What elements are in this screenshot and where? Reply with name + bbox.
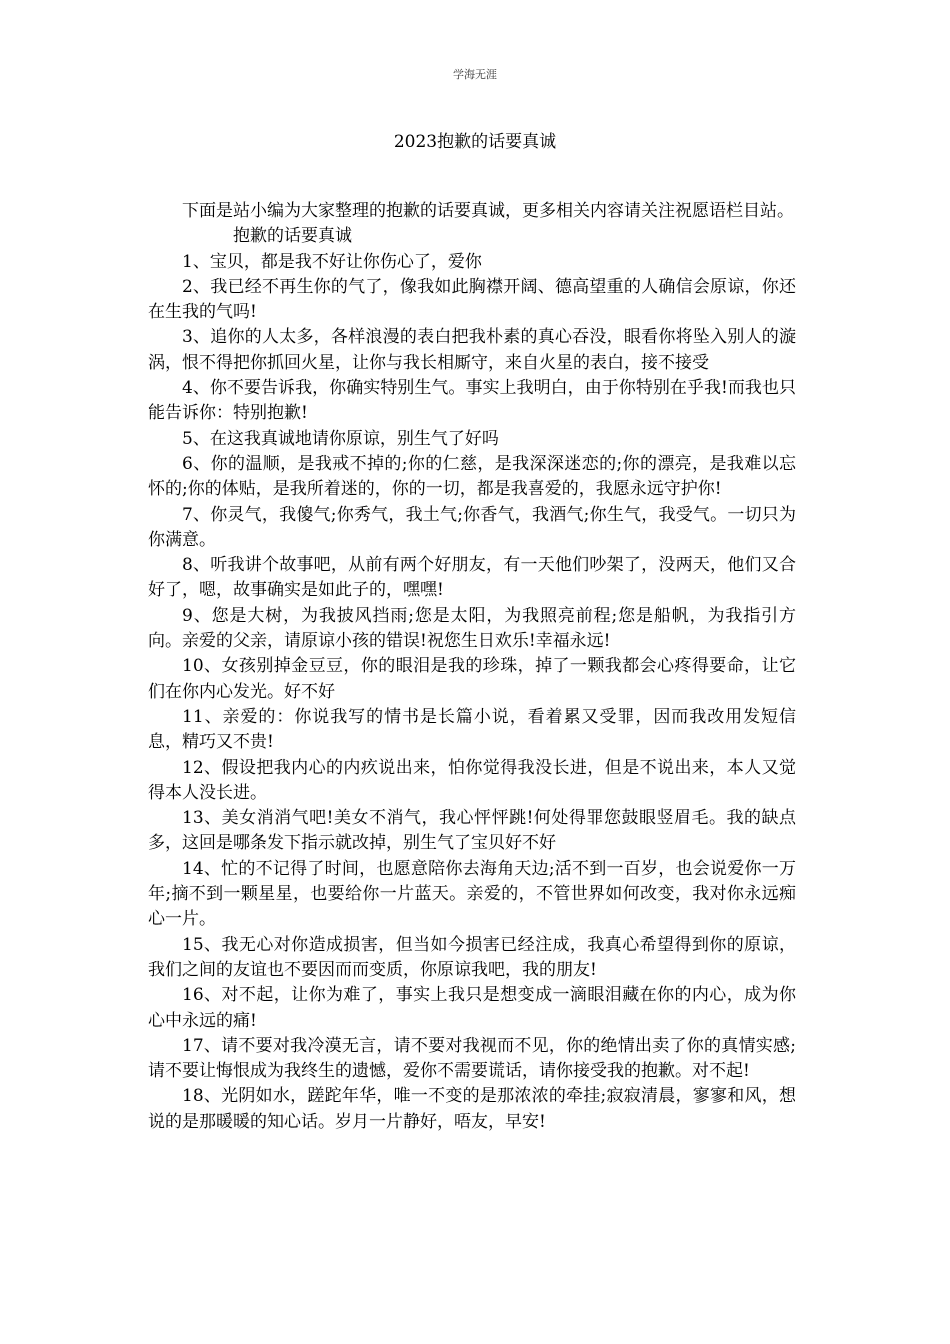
intro-paragraph: 下面是站小编为大家整理的抱歉的话要真诚，更多相关内容请关注祝愿语栏目站。 [182,201,794,221]
list-item: 2、我已经不再生你的气了，像我如此胸襟开阔、德高望重的人确信会原谅，你还在生我的气吗! [148,276,796,323]
list-item: 3、追你的人太多，各样浪漫的表白把我朴素的真心吞没，眼看你将坠入别人的漩涡，恨不得把你抓回火星，让你与我长相厮守，来自火星的表白，接不接受 [148,327,796,373]
list-item: 8、听我讲个故事吧，从前有两个好朋友，有一天他们吵架了，没两天，他们又合好了，嗯，故事确实是如此子的，嘿嘿! [148,555,796,601]
page-header-watermark: 学海无涯 [453,68,497,81]
list-item: 5、在这我真诚地请你原谅，别生气了好吗 [182,428,499,449]
list-item: 10、女孩别掉金豆豆，你的眼泪是我的珍珠，掉了一颗我都会心疼得要命，让它们在你内心发光。好不好 [148,656,796,702]
list-item: 17、请不要对我冷漠无言，请不要对我视而不见，你的绝情出卖了你的真情实感;请不要让悔恨成为我终生的遗憾，爱你不需要谎话，请你接受我的抱歉。对不起! [148,1035,796,1082]
list-item: 18、光阴如水，蹉跎年华，唯一不变的是那浓浓的牵挂;寂寂清晨，寥寥和风，想说的是那暖暖的知心话。岁月一片静好，唔友，早安! [148,1086,796,1132]
list-item: 7、你灵气，我傻气;你秀气，我土气;你香气，我酒气;你生气，我受气。一切只为你满意。 [148,504,796,550]
list-item: 11、亲爱的：你说我写的情书是长篇小说，看着累又受罪，因而我改用发短信息，精巧又不贵! [148,706,796,753]
list-item: 12、假设把我内心的内疚说出来，怕你觉得我没长进，但是不说出来，本人又觉得本人没长进。 [148,757,796,803]
document-body [148,199,796,1135]
list-item: 4、你不要告诉我，你确实特别生气。事实上我明白，由于你特别在乎我!而我也只能告诉你：特别抱歉! [148,378,796,424]
document-title: 2023抱歉的话要真诚 [393,132,557,152]
list-item: 15、我无心对你造成损害，但当如今损害已经注成，我真心希望得到你的原谅，我们之间的友谊也不要因而而变质，你原谅我吧，我的朋友! [148,934,796,980]
list-item: 6、你的温顺，是我戒不掉的;你的仁慈，是我深深迷恋的;你的漂亮，是我难以忘怀的;你的体贴，是我所着迷的，你的一切，都是我喜爱的，我愿永远守护你! [148,453,796,500]
list-item: 16、对不起，让你为难了，事实上我只是想变成一滴眼泪藏在你的内心，成为你心中永远的痛! [148,985,796,1031]
section-subtitle: 抱歉的话要真诚 [233,226,352,247]
list-item: 9、您是大树，为我披风挡雨;您是太阳，为我照亮前程;您是船帆，为我指引方向。亲爱的父亲，请原谅小孩的错误!祝您生日欢乐!幸福永远! [148,605,796,652]
list-item: 14、忙的不记得了时间，也愿意陪你去海角天边;活不到一百岁，也会说爱你一万年;摘不到一颗星星，也要给你一片蓝天。亲爱的，不管世界如何改变，我对你永远痴心一片。 [148,858,796,930]
list-item: 13、美女消消气吧!美女不消气，我心怦怦跳!何处得罪您鼓眼竖眉毛。我的缺点多，这回是哪条发下指示就改掉，别生气了宝贝好不好 [148,808,796,854]
list-item: 1、宝贝，都是我不好让你伤心了，爱你 [182,251,482,272]
